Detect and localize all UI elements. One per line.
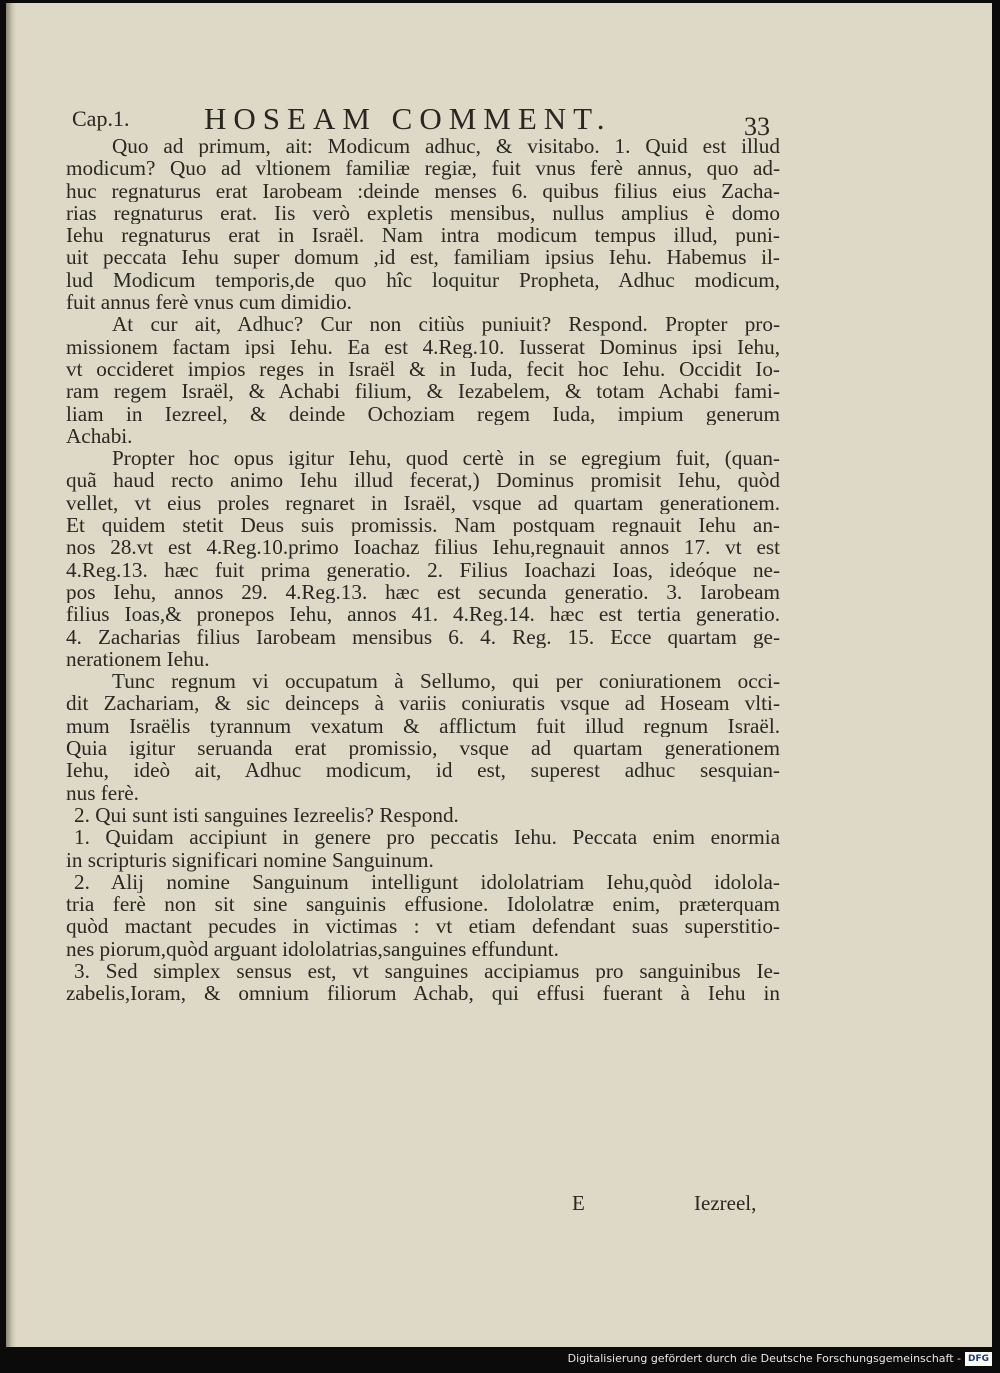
text-line: 2. Alij nomine Sanguinum intelligunt idololatriam Iehu,quòd idolola- bbox=[74, 870, 780, 894]
text-line: Achabi. bbox=[66, 423, 133, 448]
text-line: tria ferè non sit sine sanguinis effusione. Idololatræ enim, præterquam bbox=[66, 893, 780, 916]
running-header bbox=[6, 101, 992, 141]
text-line: vt occideret impios reges in Israël & in Iuda, fecit hoc Iehu. Occidit Io- bbox=[66, 357, 780, 381]
digitization-footer bbox=[568, 1350, 992, 1368]
text-line: Et quidem stetit Deus suis promissis. Nam postquam regnauit Iehu an- bbox=[66, 514, 780, 537]
text-line: 2. Qui sunt isti sanguines Iezreelis? Respond. bbox=[74, 802, 459, 827]
text-line: Iehu regnaturus erat in Israël. Nam intra modicum tempus illud, puni- bbox=[66, 224, 780, 247]
text-line: dit Zachariam, & sic deinceps à variis coniuratis vsque ad Hoseam vlti- bbox=[66, 692, 780, 715]
dfg-logo: DFG bbox=[965, 1352, 992, 1366]
text-line: Tunc regnum vi occupatum à Sellumo, qui per coniurationem occi- bbox=[112, 670, 780, 693]
text-line: liam in Iezreel, & deinde Ochoziam regem Iuda, impium generum bbox=[66, 402, 780, 425]
page-edge bbox=[6, 3, 16, 1347]
text-line: filius Ioas,& pronepos Iehu, annos 41. 4.Reg.14. hæc est tertia generatio. bbox=[66, 603, 780, 626]
page-number: 33 bbox=[744, 112, 770, 141]
running-title: HOSEAM COMMENT. bbox=[204, 101, 612, 136]
catchword: Iezreel, bbox=[694, 1191, 757, 1215]
text-line: 4. Zacharias filius Iarobeam mensibus 6. 4. Reg. 15. Ecce quartam ge- bbox=[66, 625, 780, 648]
chapter-label: Cap.1. bbox=[72, 106, 130, 131]
text-line: Propter hoc opus igitur Iehu, quod certè in se egregium fuit, (quan- bbox=[112, 447, 780, 470]
text-line: nerationem Iehu. bbox=[66, 646, 210, 671]
text-line: modicum? Quo ad vltionem familiæ regiæ, fuit vnus ferè annus, quo ad- bbox=[66, 157, 780, 180]
text-line: Iehu, ideò ait, Adhuc modicum, id est, superest adhuc sesquian- bbox=[66, 759, 780, 782]
text-line: fuit annus ferè vnus cum dimidio. bbox=[66, 290, 352, 315]
text-line: nes piorum,quòd arguant idololatrias,sanguines effundunt. bbox=[66, 936, 559, 961]
text-line: At cur ait, Adhuc? Cur non citiùs puniuit? Respond. Propter pro- bbox=[112, 313, 780, 336]
text-line: 1. Quidam accipiunt in genere pro peccatis Iehu. Peccata enim enormia bbox=[74, 826, 780, 849]
text-line: 3. Sed simplex sensus est, vt sanguines accipiamus pro sanguinibus Ie- bbox=[74, 959, 780, 983]
signature-mark: E bbox=[572, 1191, 585, 1215]
text-line: zabelis,Ioram, & omnium filiorum Achab, qui effusi fuerant à Iehu in bbox=[66, 982, 780, 1005]
text-line: Quo ad primum, ait: Modicum adhuc, & visitabo. 1. Quid est illud bbox=[112, 135, 780, 158]
text-line: pos Iehu, annos 29. 4.Reg.13. hæc est secunda generatio. 3. Iarobeam bbox=[66, 580, 780, 604]
body-text bbox=[66, 135, 780, 1005]
text-line: 4.Reg.13. hæc fuit prima generatio. 2. Filius Ioachazi Ioas, ideóque ne- bbox=[66, 558, 780, 581]
text-line: rias regnaturus erat. Iis verò expletis mensibus, nullus amplius è domo bbox=[66, 201, 780, 225]
text-line: lud Modicum temporis,de quo hîc loquitur Propheta, Adhuc modicum, bbox=[66, 268, 780, 292]
text-line: quã haud recto animo Iehu illud fecerat,) Dominus promisit Iehu, quòd bbox=[66, 469, 780, 492]
text-line: ram regem Israël, & Achabi filium, & Iezabelem, & totam Achabi fami- bbox=[66, 380, 780, 403]
text-line: Quia igitur seruanda erat promissio, vsque ad quartam generationem bbox=[66, 737, 780, 760]
book-page bbox=[6, 3, 992, 1347]
text-line: mum Israëlis tyrannum vexatum & afflictum fuit illud regnum Israël. bbox=[66, 714, 780, 738]
text-line: quòd mactant pecudes in victimas : vt etiam defendant suas superstitio- bbox=[66, 915, 780, 938]
text-line: huc regnaturus erat Iarobeam :deinde menses 6. quibus filius eius Zacha- bbox=[66, 179, 780, 202]
footer-text: Digitalisierung gefördert durch die Deutsche Forschungsgemeinschaft - bbox=[567, 1352, 961, 1365]
text-line: missionem factam ipsi Iehu. Ea est 4.Reg.10. Iusserat Dominus ipsi Iehu, bbox=[66, 335, 780, 358]
text-line: vellet, vt eius proles regnaret in Israël, vsque ad quartam generationem. bbox=[66, 491, 780, 515]
text-line: uit peccata Iehu super domum ,id est, familiam ipsius Iehu. Habemus il- bbox=[66, 246, 780, 269]
text-line: nos 28.vt est 4.Reg.10.primo Ioachaz filius Iehu,regnauit annos 17. vt est bbox=[66, 536, 780, 559]
signature-line bbox=[6, 1191, 992, 1215]
text-line: nus ferè. bbox=[66, 780, 139, 805]
text-line: in scripturis significari nomine Sanguinum. bbox=[66, 847, 434, 872]
